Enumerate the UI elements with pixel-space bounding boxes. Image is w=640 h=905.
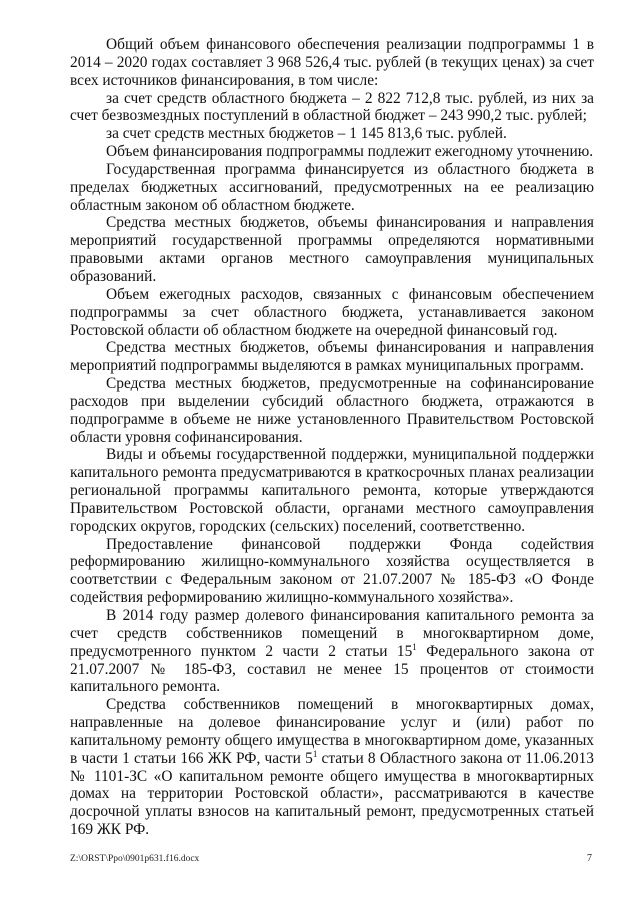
paragraph-fund-support: Предоставление финансовой поддержки Фонда содействия реформированию жилищно-коммунального хозяйства осуществляется в соответствии с Федеральным законом от 21.07.2007 № 185-ФЗ «О Фонде содействия реформированию жилищно-коммунального хозяйства».	[70, 535, 594, 607]
paragraph-support-types: Виды и объемы государственной поддержки, муниципальной поддержки капитального ремонта предусматриваются в краткосрочных планах реализации региональной программы капитального ремонта, которые утверждаются Правительством Ростовской области, органами местного самоуправления городских округов, городских (сельских) поселений, соответственно.	[70, 446, 594, 535]
paragraph-share-financing	[70, 607, 594, 696]
owners-funds-text-after: статьи 8 Областного закона от 11.06.2013 № 1101-ЗС «О капитальном ремонте общего имущества в многоквартирных домах на территории Ростовской области», рассматриваются в качестве досрочной уплаты взносов на капитальный ремонт, предусмотренных статьей 169 ЖК РФ.	[70, 749, 594, 839]
paragraph-funding-total: Общий объем финансового обеспечения реализации подпрограммы 1 в 2014 – 2020 годах составляет 3 968 526,4 тыс. рублей (в текущих ценах) за счет всех источников финансирования, в том числе:	[70, 36, 594, 89]
footer-file-path: Z:\ORST\Ppo\0901p631.f16.docx	[70, 854, 200, 864]
share-financing-superscript: 1	[412, 641, 417, 652]
paragraph-annual-adjustment: Объем финансирования подпрограммы подлежит ежегодному уточнению.	[106, 143, 594, 161]
paragraph-owners-funds	[70, 696, 594, 839]
share-financing-text-before: В 2014 году размер долевого финансирования капитального ремонта за счет средств собственников помещений в многоквартирном доме, предусмотренного пунктом 2 части 2 статьи 15	[70, 607, 594, 660]
owners-funds-text-before: Средства собственников помещений в многоквартирных домах, направленные на долевое финансирование услуг и (или) работ по капитальному ремонту общего имущества в многоквартирном доме, указанных в части 1 статьи 166 ЖК РФ, части 5	[70, 696, 594, 767]
footer-page-number: 7	[587, 853, 592, 864]
paragraph-state-program: Государственная программа финансируется из областного бюджета в пределах бюджетных ассигнований, предусмотренных на ее реализацию областным законом об областном бюджете.	[70, 160, 594, 214]
document-body	[70, 36, 594, 839]
owners-funds-superscript: 1	[312, 748, 318, 759]
paragraph-local-budget: за счет средств местных бюджетов – 1 145 813,6 тыс. рублей.	[106, 125, 507, 143]
paragraph-annual-expenses: Объем ежегодных расходов, связанных с финансовым обеспечением подпрограммы за счет областного бюджета, устанавливается законом Ростовской области об областном бюджете на очередной финансовый год.	[70, 285, 594, 339]
share-financing-text-after: Федерального закона от 21.07.2007 № 185-ФЗ, составил не менее 15 процентов от стоимости капитального ремонта.	[70, 642, 594, 696]
paragraph-cofinancing: Средства местных бюджетов, предусмотренные на софинансирование расходов при выделении субсидий областного бюджета, отражаются в подпрограмме в объеме не ниже установленного Правительством Ростовской области уровня софинансирования.	[70, 375, 594, 446]
paragraph-municipal-programs: Средства местных бюджетов, объемы финансирования и направления мероприятий подпрограммы выделяются в рамках муниципальных программ.	[70, 339, 594, 375]
paragraph-regional-budget: за счет средств областного бюджета – 2 822 712,8 тыс. рублей, из них за счет безвозмездных поступлений в областной бюджет – 243 990,2 тыс. рублей;	[70, 89, 594, 125]
paragraph-local-budgets-acts: Средства местных бюджетов, объемы финансирования и направления мероприятий государственной программы определяются нормативными правовыми актами органов местного самоуправления муниципальных образований.	[70, 214, 594, 285]
